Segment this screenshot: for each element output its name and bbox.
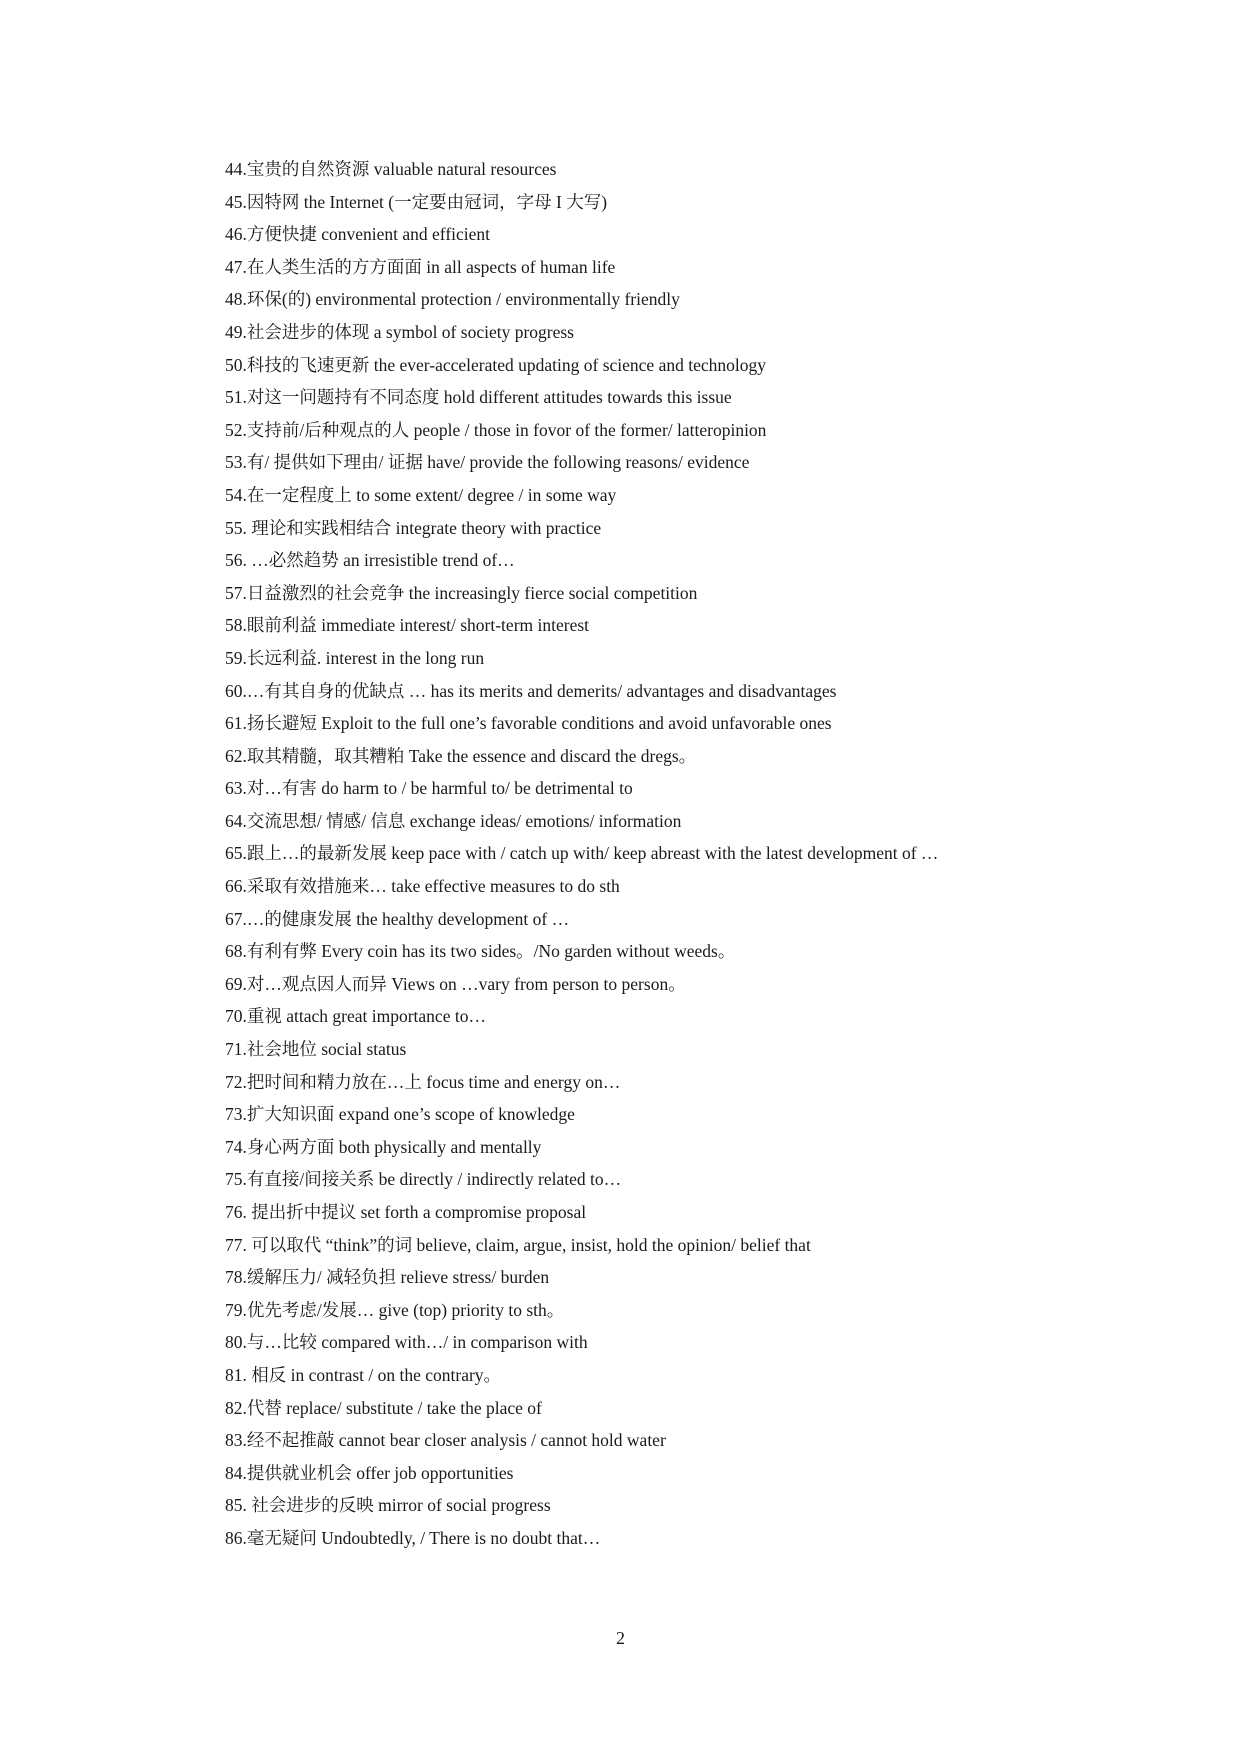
list-item: 70.重视 attach great importance to… [225,1006,486,1027]
list-item: 46.方便快捷 convenient and efficient [225,224,491,245]
list-item: 79.优先考虑/发展… give (top) priority to sth。 [225,1299,565,1320]
list-item: 66.采取有效措施来… take effective measures to do sth [225,876,620,897]
list-item: 64.交流思想/ 情感/ 信息 exchange ideas/ emotions/ information [225,810,682,831]
list-item: 63.对…有害 do harm to / be harmful to/ be detrimental to [225,778,633,799]
list-item: 75.有直接/间接关系 be directly / indirectly related to… [225,1169,622,1190]
list-item: 54.在一定程度上 to some extent/ degree / in some way [225,484,617,505]
list-item: 56. …必然趋势 an irresistible trend of… [225,550,515,571]
list-item: 65.跟上…的最新发展 keep pace with / catch up with/ keep abreast with the latest development of … [225,843,939,864]
list-item: 67.…的健康发展 the healthy development of … [225,908,570,929]
list-item: 50.科技的飞速更新 the ever-accelerated updating of science and technology [225,354,766,375]
list-item: 60.…有其自身的优缺点 … has its merits and demerits/ advantages and disadvantages [225,680,837,701]
vocabulary-list [225,153,1215,1555]
list-item: 72.把时间和精力放在…上 focus time and energy on… [225,1071,621,1092]
list-item: 74.身心两方面 both physically and mentally [225,1136,542,1157]
list-item: 55. 理论和实践相结合 integrate theory with practice [225,517,602,538]
list-item: 47.在人类生活的方方面面 in all aspects of human life [225,256,616,277]
list-item: 85. 社会进步的反映 mirror of social progress [225,1495,551,1516]
list-item: 52.支持前/后种观点的人 people / those in fovor of the former/ latteropinion [225,419,767,440]
list-item: 62.取其精髓，取其糟粕 Take the essence and discard the dregs。 [225,745,697,766]
list-item: 68.有利有弊 Every coin has its two sides。/No garden without weeds。 [225,941,736,962]
list-item: 44.宝贵的自然资源 valuable natural resources [225,159,557,179]
list-item: 53.有/ 提供如下理由/ 证据 have/ provide the following reasons/ evidence [225,452,750,473]
list-item: 69.对…观点因人而异 Views on …vary from person to person。 [225,973,686,994]
page-number: 2 [616,1628,625,1648]
list-item: 83.经不起推敲 cannot bear closer analysis / cannot hold water [225,1430,666,1451]
list-item: 77. 可以取代 “think”的词 believe, claim, argue, insist, hold the opinion/ belief that [225,1234,811,1255]
list-item: 51.对这一问题持有不同态度 hold different attitudes towards this issue [225,387,732,408]
list-item: 49.社会进步的体现 a symbol of society progress [225,321,574,342]
list-item: 84.提供就业机会 offer job opportunities [225,1462,514,1483]
list-item: 82.代替 replace/ substitute / take the place of [225,1397,542,1418]
list-item: 71.社会地位 social status [225,1039,407,1060]
list-item: 57.日益激烈的社会竞争 the increasingly fierce social competition [225,582,698,603]
list-item: 73.扩大知识面 expand one’s scope of knowledge [225,1104,575,1125]
list-item: 61.扬长避短 Exploit to the full one’s favorable conditions and avoid unfavorable ones [225,713,832,734]
list-item: 45.因特网 the Internet (一定要由冠词，字母 I 大写) [225,191,608,212]
list-item: 58.眼前利益 immediate interest/ short-term interest [225,615,590,636]
list-item: 80.与…比较 compared with…/ in comparison with [225,1332,588,1353]
list-item: 78.缓解压力/ 减轻负担 relieve stress/ burden [225,1267,550,1288]
list-item: 59.长远利益. interest in the long run [225,647,485,668]
list-item: 76. 提出折中提议 set forth a compromise proposal [225,1202,587,1222]
list-item: 48.环保(的) environmental protection / environmentally friendly [225,289,680,310]
list-item: 86.毫无疑问 Undoubtedly, / There is no doubt that… [225,1527,601,1548]
list-item: 81. 相反 in contrast / on the contrary。 [225,1364,502,1385]
